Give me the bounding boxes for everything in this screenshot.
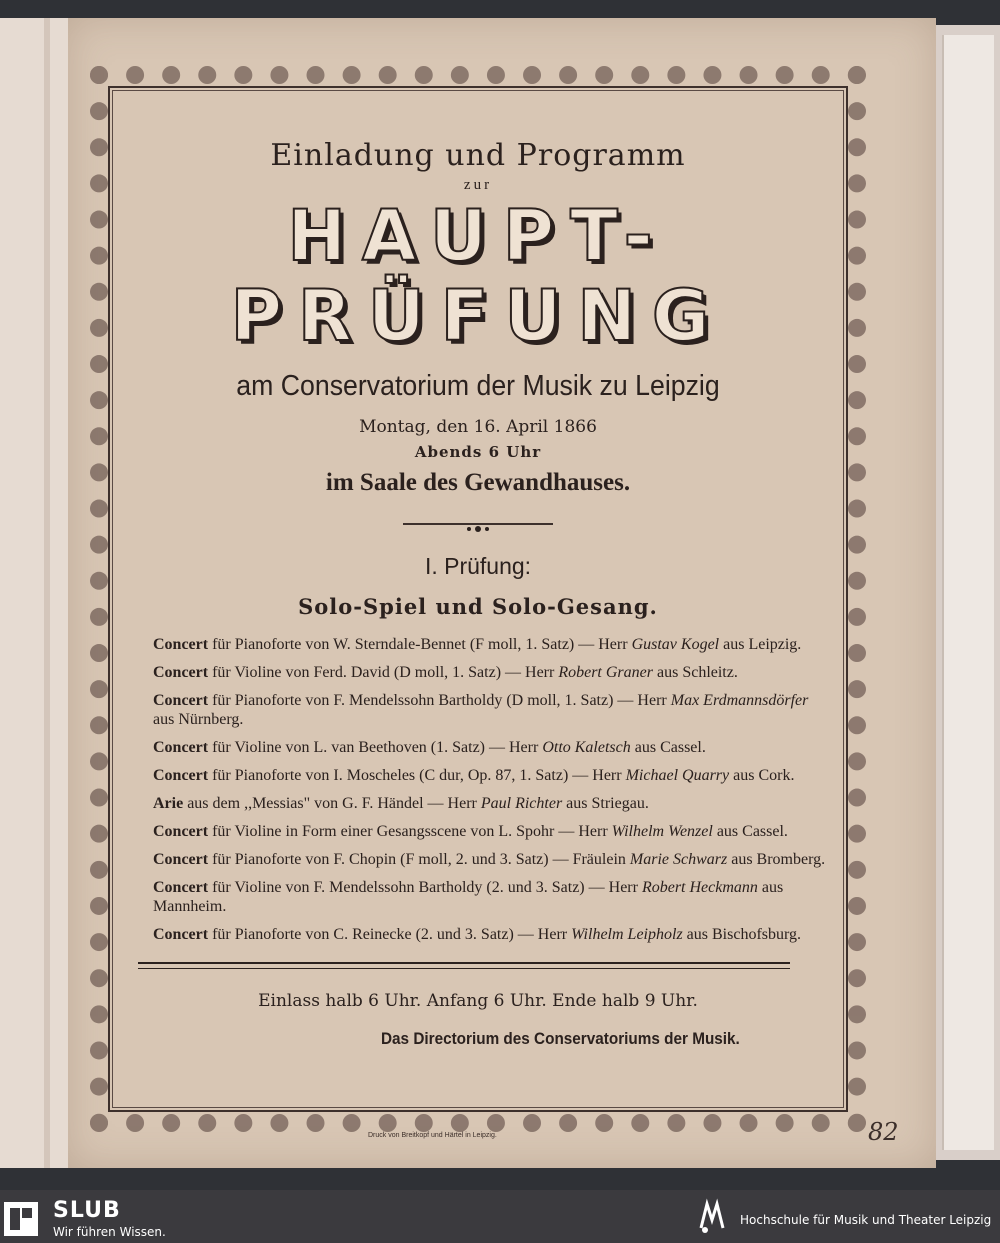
item-description: für Violine von F. Mendelssohn Bartholdy (2. und 3. Satz) — Herr	[208, 879, 642, 896]
item-keyword: Concert	[153, 879, 209, 896]
signature: Das Directorium des Conservatoriums der Musik.	[381, 1029, 740, 1048]
item-keyword: Concert	[153, 739, 209, 756]
main-title: HAUPT-PRÜFUNG	[230, 195, 726, 357]
program-item	[153, 691, 828, 729]
performer-name: Wilhelm Leipholz	[571, 926, 683, 943]
item-keyword: Concert	[153, 636, 209, 653]
program-item	[153, 738, 828, 757]
item-description: für Pianoforte von C. Reinecke (2. und 3. Satz) — Herr	[208, 926, 572, 943]
zur-label: zur	[463, 177, 493, 193]
item-description: für Violine in Form einer Gesangsscene von L. Spohr — Herr	[208, 823, 612, 840]
program-item	[153, 850, 828, 869]
item-keyword: Concert	[153, 926, 209, 943]
program-item	[153, 822, 828, 841]
section-heading: I. Prüfung:	[424, 553, 532, 579]
printer-imprint: Druck von Breitkopf und Härtel in Leipzig.	[368, 1132, 497, 1139]
performer-name: Otto Kaletsch	[542, 739, 631, 756]
performer-origin: aus Bischofsburg.	[682, 926, 802, 943]
performer-origin: aus Striegau.	[562, 795, 649, 812]
program-item	[153, 766, 828, 785]
program-item	[153, 925, 828, 944]
document-page	[68, 18, 936, 1168]
program-item	[153, 635, 828, 654]
item-description: aus dem ,,Messias" von G. F. Händel — Herr	[183, 795, 481, 812]
ornament-divider	[403, 523, 553, 525]
performer-origin: aus Bromberg.	[727, 851, 826, 868]
performer-origin: aus Cassel.	[630, 739, 706, 756]
right-cover-board	[930, 25, 1000, 1160]
event-time: Abends 6 Uhr	[414, 443, 542, 461]
page-content	[128, 108, 828, 1049]
performer-origin: aus Mannheim.	[153, 879, 784, 915]
performer-name: Max Erdmannsdörfer	[670, 692, 809, 709]
performer-origin: aus Cassel.	[712, 823, 788, 840]
performer-name: Marie Schwarz	[629, 851, 728, 868]
performer-origin: aus Cork.	[729, 767, 795, 784]
item-keyword: Concert	[153, 851, 209, 868]
hmt-brand[interactable]: Hochschule für Musik und Theater Leipzig	[740, 1213, 992, 1227]
item-description: für Violine von L. van Beethoven (1. Satz) — Herr	[208, 739, 543, 756]
program-list	[128, 635, 828, 944]
slub-tagline: Wir führen Wissen.	[53, 1225, 166, 1239]
performer-name: Wilhelm Wenzel	[611, 823, 713, 840]
item-description: für Pianoforte von W. Sterndale-Bennet (F moll, 1. Satz) — Herr	[208, 636, 632, 653]
performer-name: Michael Quarry	[625, 767, 730, 784]
invitation-title: Einladung und Programm	[270, 138, 686, 173]
program-item	[153, 663, 828, 682]
subtitle: am Conservatorium der Musik zu Leipzig	[236, 370, 720, 402]
item-description: für Pianoforte von F. Mendelssohn Bartholdy (D moll, 1. Satz) — Herr	[208, 692, 671, 709]
slub-logo-icon	[4, 1202, 44, 1242]
performer-name: Paul Richter	[480, 795, 563, 812]
performer-origin: aus Nürnberg.	[153, 711, 244, 728]
program-item	[153, 878, 828, 916]
viewer-footer	[0, 1190, 1000, 1243]
item-description: für Violine von Ferd. David (D moll, 1. Satz) — Herr	[208, 664, 559, 681]
entry-times: Einlass halb 6 Uhr. Anfang 6 Uhr. Ende halb 9 Uhr.	[258, 991, 698, 1011]
item-description: für Pianoforte von I. Moscheles (C dur, Op. 87, 1. Satz) — Herr	[208, 767, 626, 784]
section-subheading: Solo-Spiel und Solo-Gesang.	[298, 594, 658, 619]
performer-origin: aus Leipzig.	[719, 636, 802, 653]
item-keyword: Concert	[153, 692, 209, 709]
double-rule	[138, 962, 790, 969]
item-keyword: Concert	[153, 664, 209, 681]
item-keyword: Concert	[153, 823, 209, 840]
performer-origin: aus Schleitz.	[652, 664, 738, 681]
hmt-logo-icon	[693, 1198, 731, 1236]
item-keyword: Concert	[153, 767, 209, 784]
left-cover-board	[0, 18, 72, 1168]
performer-name: Gustav Kogel	[631, 636, 720, 653]
program-item	[153, 794, 828, 813]
event-date: Montag, den 16. April 1866	[359, 417, 597, 437]
divider-ornament-icon	[463, 520, 493, 528]
page-number: 82	[868, 1118, 899, 1146]
item-keyword: Arie	[153, 795, 184, 812]
slub-brand[interactable]: SLUB	[53, 1198, 121, 1223]
item-description: für Pianoforte von F. Chopin (F moll, 2. und 3. Satz) — Fräulein	[208, 851, 630, 868]
performer-name: Robert Graner	[558, 664, 653, 681]
performer-name: Robert Heckmann	[641, 879, 758, 896]
event-venue: im Saale des Gewandhauses.	[325, 469, 631, 496]
